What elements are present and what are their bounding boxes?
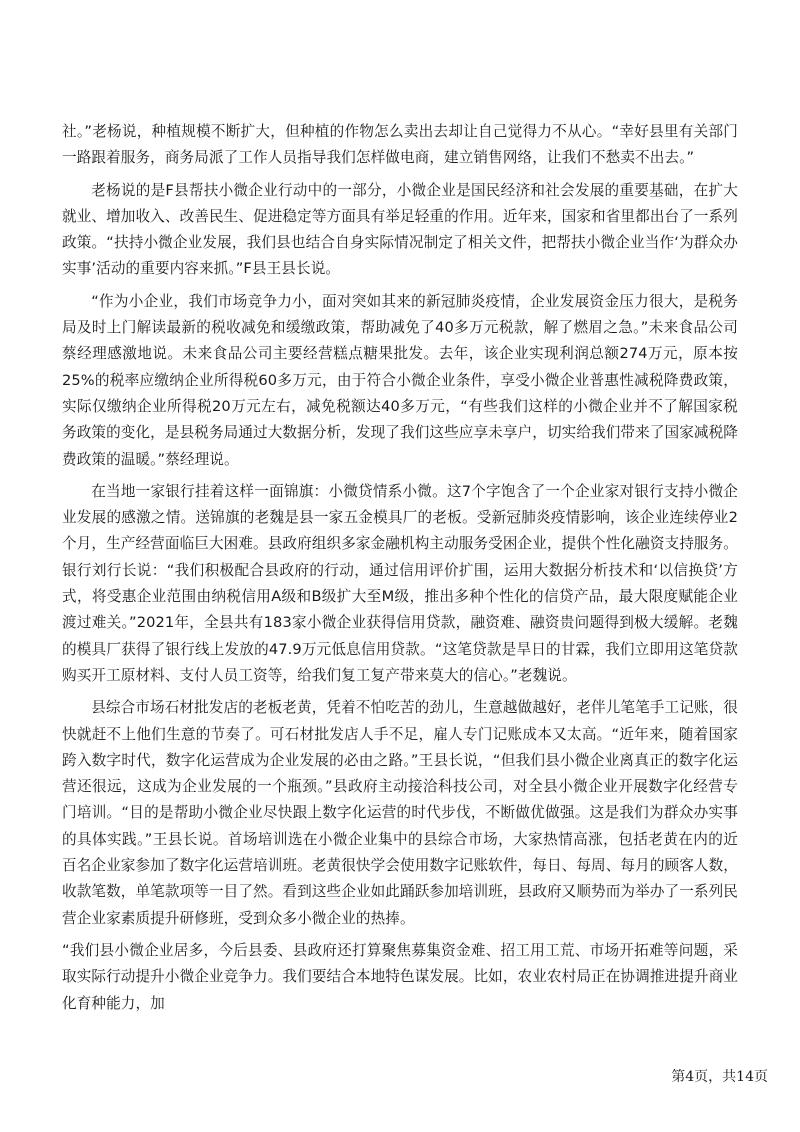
paragraph-1: 社。”老杨说，种植规模不断扩大，但种植的作物怎么卖出去却让自己觉得力不从心。“幸好县里有关部门一路跟着服务，商务局派了工作人员指导我们怎样做电商，建立销售网络，让我们不愁卖不出去。” bbox=[62, 123, 738, 167]
paragraph-3: “作为小企业，我们市场竞争力小，面对突如其来的新冠肺炎疫情，企业发展资金压力很大，是税务局及时上门解读最新的税收减免和缓缴政策，帮助减免了40多万元税款，解了燃眉之急。”未来食品公司蔡经理感激地说。未来食品公司主要经营糕点糖果批发。去年，该企业实现利润总额274万元，原本按25%的税率应缴纳企业所得税60多万元，由于符合小微企业条件，享受小微企业普惠性减税降费政策，实际仅缴纳企业所得税20万元左右，减免税额达40多万元，“有些我们这样的小微企业并不了解国家税务政策的变化，是县税务局通过大数据分析，发现了我们这些应享未享户，切实给我们带来了国家减税降费政策的温暖。”蔡经理说。 bbox=[62, 292, 738, 468]
paragraph-5: 县综合市场石材批发店的老板老黄，凭着不怕吃苦的劲儿，生意越做越好，老伴儿笔笔手工记账，很快就赶不上他们生意的节奏了。可石材批发店人手不足，雇人专门记账成本又太高。“近年来，随着国家跨入数字时代，数字化运营成为企业发展的必由之路。”王县长说，“但我们县小微企业离真正的数字化运营还很远，这成为企业发展的一个瓶颈。”县政府主动接洽科技公司，对全县小微企业开展数字化经营专门培训。“目的是帮助小微企业尽快跟上数字化运营的时代步伐，不断做优做强。这是我们为群众办实事的具体实践。”王县长说。首场培训选在小微企业集中的县综合市场，大家热情高涨，包括老黄在内的近百名企业家参加了数字化运营培训班。老黄很快学会使用数字记账软件，每日、每周、每月的顾客人数，收款笔数，单笔款项等一目了然。看到这些企业如此踊跃参加培训班，县政府又顺势而为举办了一系列民营企业家素质提升研修班，受到众多小微企业的热捧。 bbox=[62, 699, 738, 927]
article-body bbox=[62, 119, 738, 1023]
paragraph-6: “我们县小微企业居多，今后县委、县政府还打算聚焦募集资金难、招工用工荒、市场开拓难等问题，采取实际行动提升小微企业竞争力。我们要结合本地特色谋发展。比如，农业农村局正在协调推进提升商业化育种能力，加 bbox=[62, 941, 738, 1012]
paragraph-2: 老杨说的是F县帮扶小微企业行动中的一部分，小微企业是国民经济和社会发展的重要基础，在扩大就业、增加收入、改善民生、促进稳定等方面具有举足轻重的作用。近年来，国家和省里都出台了一系列政策。“扶持小微企业发展，我们县也结合自身实际情况制定了相关文件，把帮扶小微企业当作‘为群众办实事’活动的重要内容来抓。”F县王县长说。 bbox=[62, 181, 738, 278]
page-number: 第4页，共14页 bbox=[671, 1069, 768, 1085]
paragraph-4: 在当地一家银行挂着这样一面锦旗：小微贷情系小微。这7个字饱含了一个企业家对银行支持小微企业发展的感激之情。送锦旗的老魏是县一家五金模具厂的老板。受新冠肺炎疫情影响，该企业连续停业2个月，生产经营面临巨大困难。县政府组织多家金融机构主动服务受困企业，提供个性化融资支持服务。银行刘行长说：“我们积极配合县政府的行动，通过信用评价扩围，运用大数据分析技术和‘以信换贷’方式，将受惠企业范围由纳税信用A级和B级扩大至M级，推出多种个性化的信贷产品，最大限度赋能企业渡过难关。”2021年，全县共有183家小微企业获得信用贷款，融资难、融资贵问题得到极大缓解。老魏的模具厂获得了银行线上发放的47.9万元低息信用贷款。“这笔贷款是旱日的甘霖，我们立即用这笔贷款购买开工原材料、支付人员工资等，给我们复工复产带来莫大的信心。”老魏说。 bbox=[62, 482, 738, 684]
